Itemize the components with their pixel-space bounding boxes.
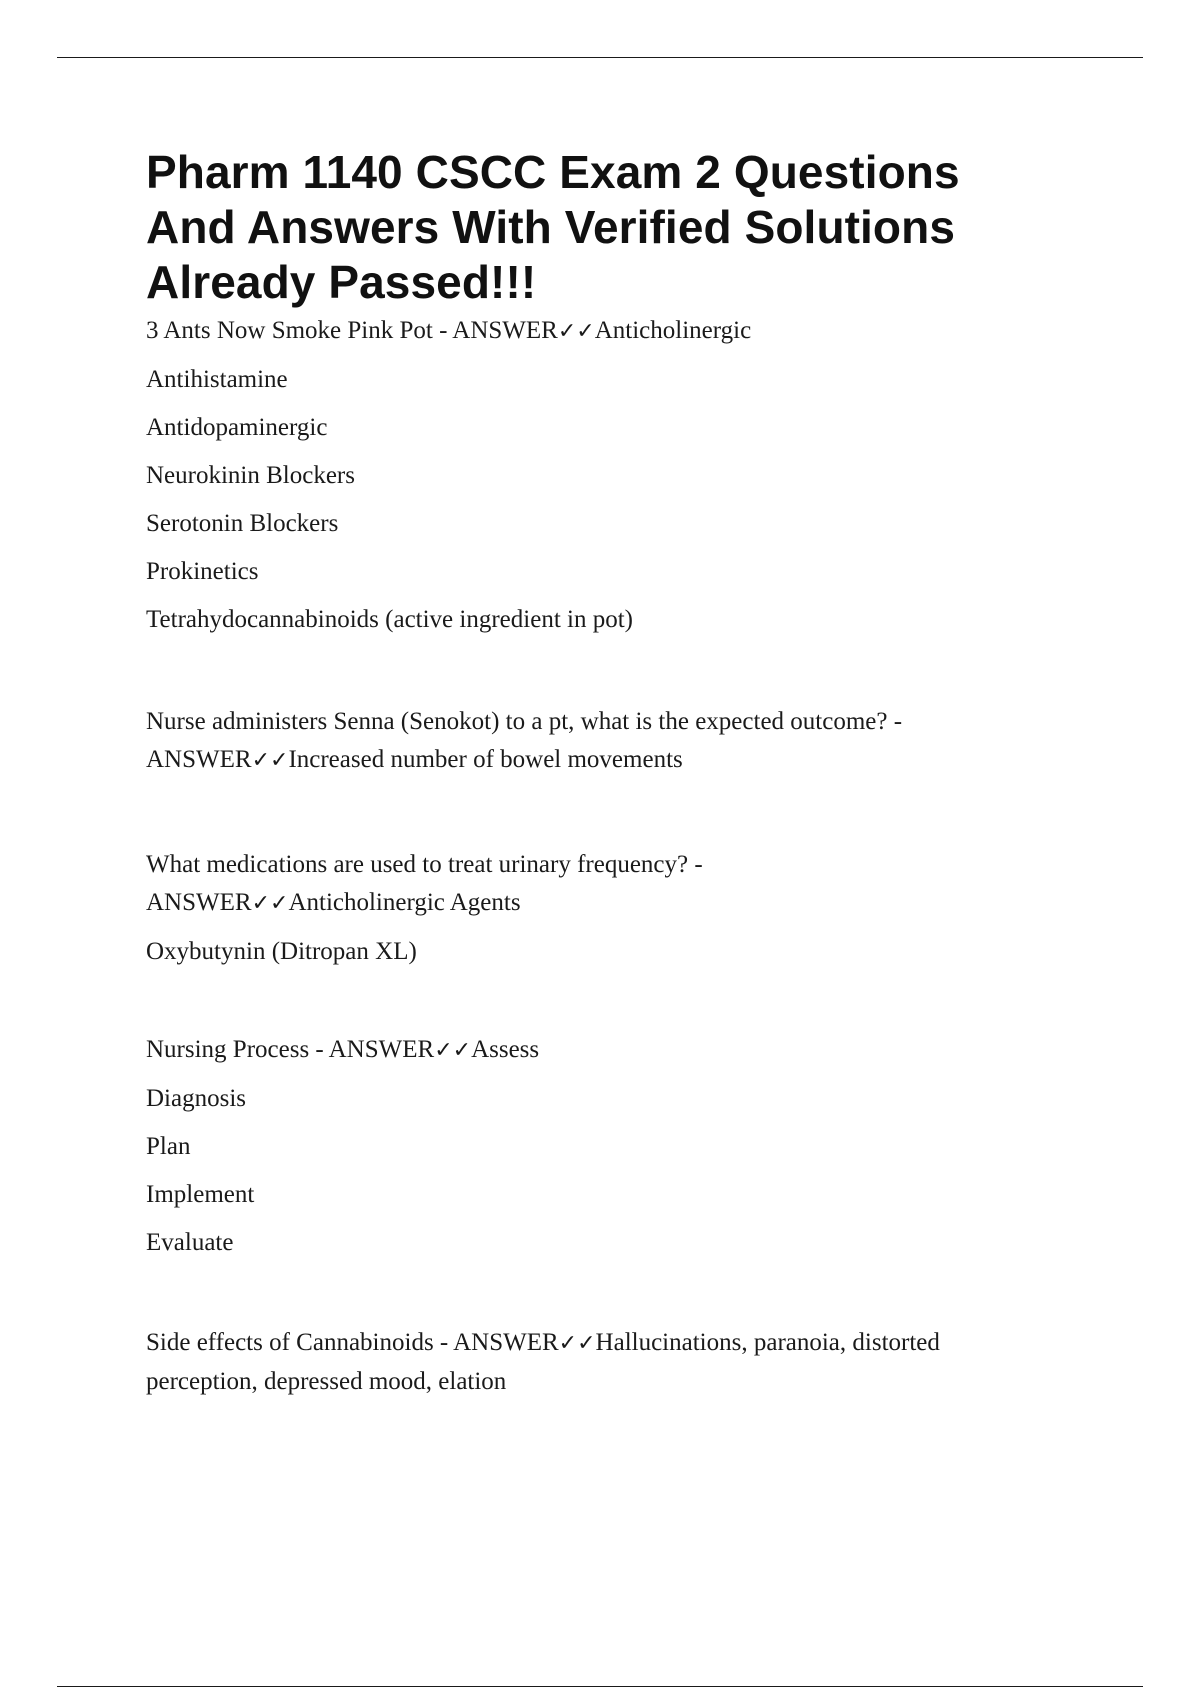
document-body xyxy=(146,145,1086,1401)
question-text: Side effects of Cannabinoids - ANSWER xyxy=(146,1329,559,1356)
qa-list xyxy=(146,312,1086,1401)
answer-line: Neurokinin Blockers xyxy=(146,462,355,489)
double-check-icon: ✓✓ xyxy=(558,1331,596,1356)
double-check-icon: ✓✓ xyxy=(434,1038,472,1063)
double-check-icon: ✓✓ xyxy=(251,891,289,916)
answer-line: Antihistamine xyxy=(146,366,288,393)
qa-item xyxy=(146,1324,1086,1401)
double-check-icon: ✓✓ xyxy=(557,319,595,344)
title-line: Already Passed!!! xyxy=(146,256,537,308)
double-check-icon: ✓✓ xyxy=(251,748,289,773)
qa-question-line xyxy=(146,1324,1086,1363)
answer-line: Tetrahydocannabinoids (active ingredient in pot) xyxy=(146,606,633,633)
title-line: And Answers With Verified Solutions xyxy=(146,201,956,253)
qa-question-line: What medications are used to treat urinary frequency? - xyxy=(146,851,703,878)
qa-item xyxy=(146,703,1086,780)
qa-question-line: Nurse administers Senna (Senokot) to a pt, what is the expected outcome? - xyxy=(146,708,903,735)
answer-line: Serotonin Blockers xyxy=(146,510,339,537)
qa-question-line xyxy=(146,312,1086,351)
question-text: ANSWER xyxy=(146,746,252,773)
answer-line: Oxybutynin (Ditropan XL) xyxy=(146,938,417,965)
bottom-rule xyxy=(57,1686,1143,1687)
top-rule xyxy=(57,57,1143,58)
question-text: Nursing Process - ANSWER xyxy=(146,1036,435,1063)
answer-text: Assess xyxy=(471,1036,540,1063)
answer-text: Anticholinergic Agents xyxy=(288,889,521,916)
answer-line: Prokinetics xyxy=(146,558,259,585)
question-text: ANSWER xyxy=(146,889,252,916)
answer-line: perception, depressed mood, elation xyxy=(146,1368,507,1395)
answer-line: Implement xyxy=(146,1181,255,1208)
qa-item xyxy=(146,312,1086,639)
answer-line: Diagnosis xyxy=(146,1085,246,1112)
qa-item xyxy=(146,846,1086,971)
answer-text: Increased number of bowel movements xyxy=(288,746,683,773)
title-line: Pharm 1140 CSCC Exam 2 Questions xyxy=(146,146,960,198)
question-text: 3 Ants Now Smoke Pink Pot - ANSWER xyxy=(146,317,558,344)
answer-line: Plan xyxy=(146,1133,191,1160)
qa-item xyxy=(146,1031,1086,1262)
qa-question-line xyxy=(146,741,1086,780)
answer-text: Hallucinations, paranoia, distorted xyxy=(595,1329,940,1356)
qa-question-line xyxy=(146,1031,1086,1070)
answer-text: Anticholinergic xyxy=(594,317,752,344)
answer-line: Antidopaminergic xyxy=(146,414,328,441)
document-title xyxy=(146,145,1086,310)
answer-line: Evaluate xyxy=(146,1229,234,1256)
qa-question-line xyxy=(146,884,1086,923)
